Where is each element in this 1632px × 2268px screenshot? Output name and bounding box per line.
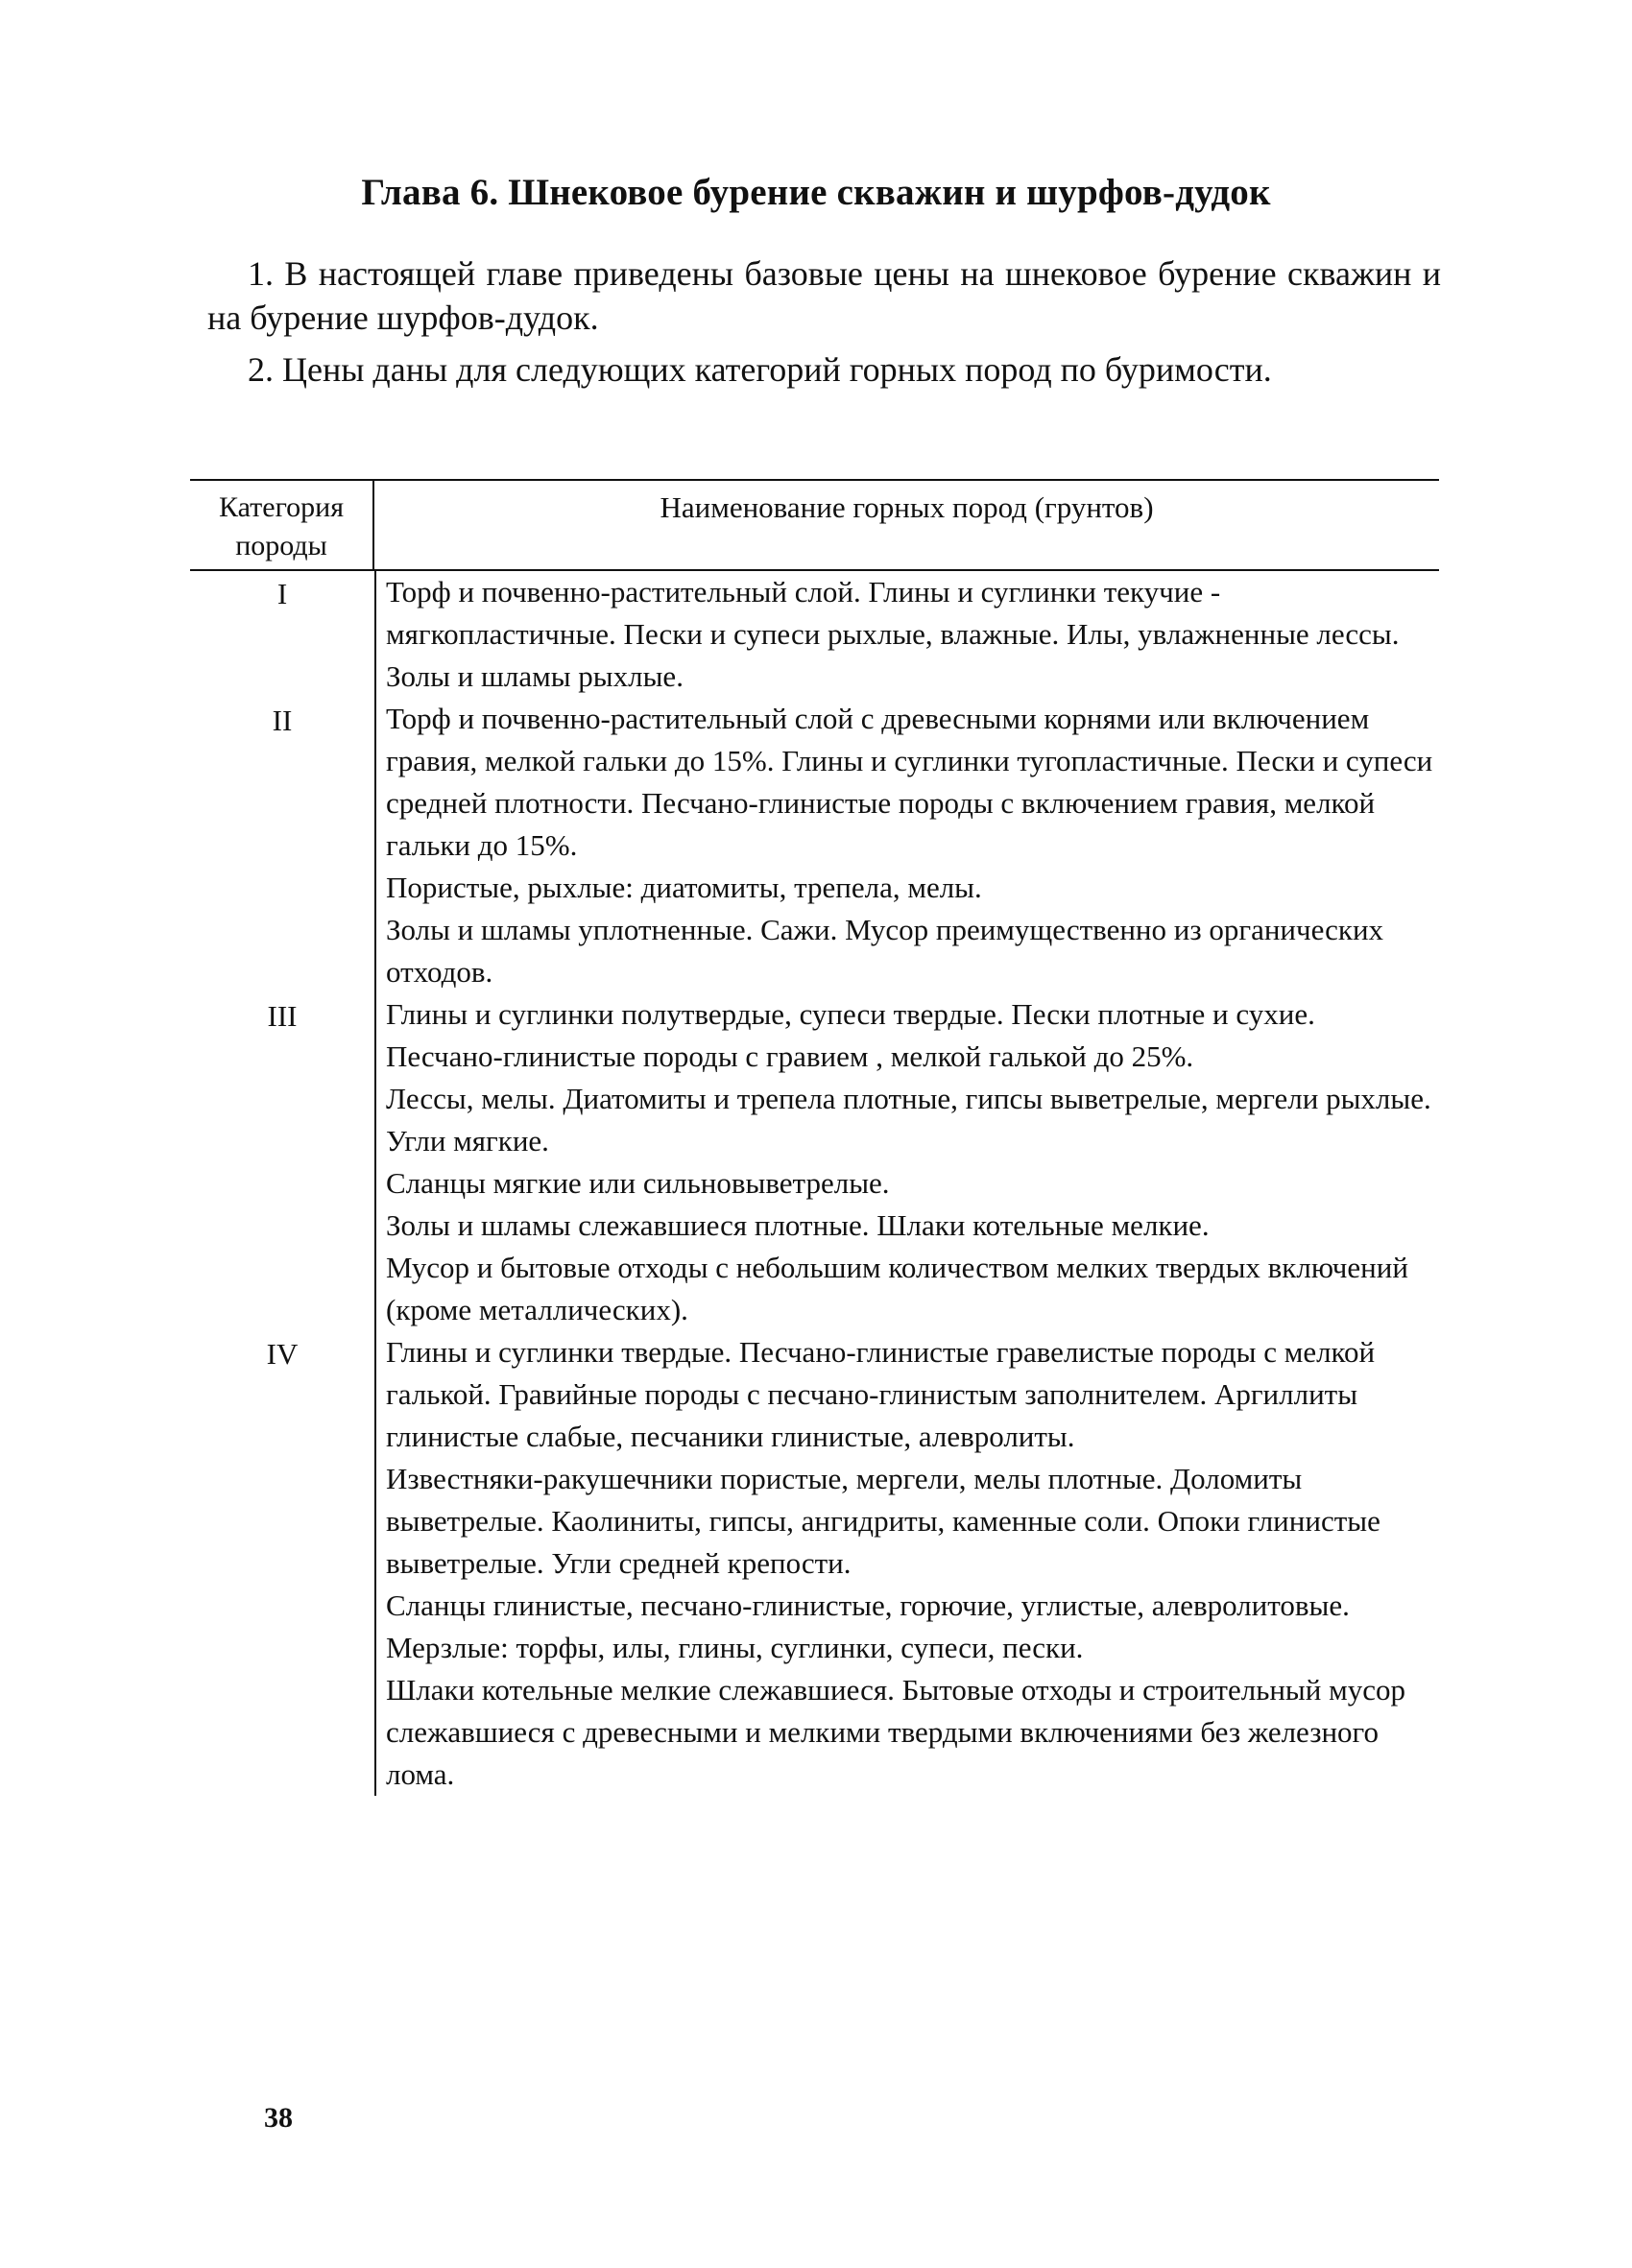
description-cell [374, 571, 1439, 698]
category-cell: IV [266, 1337, 299, 1371]
description-item: Торф и почвенно-растительный слой. Глины и суглинки текучие - мягкопластичные. Пески и супеси рыхлые, влажные. Илы, увлажненные лессы. [386, 575, 1400, 651]
description-item: Мусор и бытовые отходы с небольшим количеством мелких твердых включений (кроме металлических). [386, 1251, 1408, 1326]
intro-section [207, 251, 1441, 399]
category-cell: III [267, 999, 298, 1033]
intro-paragraph: 2. Цены даны для следующих категорий горных пород по буримости. [248, 350, 1272, 389]
description-item: Известняки-ракушечники пористые, мергели, мелы плотные. Доломиты выветрелые. Каолиниты, гипсы, ангидриты, каменные соли. Опоки глинистые выветрелые. Угли средней крепости. [386, 1462, 1380, 1580]
description-item: Сланцы глинистые, песчано-глинистые, горючие, углистые, алевролитовые. [386, 1588, 1350, 1622]
description-item: Золы и шламы уплотненные. Сажи. Мусор преимущественно из органических отходов. [386, 913, 1384, 989]
description-item: Торф и почвенно-растительный слой с древесными корнями или включением гравия, мелкой гальки до 15%. Глины и суглинки тугопластичные. Пески и супеси средней плотности. Песчано-глинистые породы с включением гравия, мелкой гальки до 15%. [386, 702, 1433, 862]
description-item: Глины и суглинки полутвердые, супеси твердые. Пески плотные и сухие. Песчано-глинистые породы с гравием , мелкой галькой до 25%. [386, 997, 1315, 1073]
table-row [190, 993, 1439, 1331]
rock-category-table [190, 479, 1439, 1796]
description-cell [374, 1331, 1439, 1796]
category-cell: II [272, 704, 293, 737]
description-item: Шлаки котельные мелкие слежавшиеся. Бытовые отходы и строительный мусор слежавшиеся с древесными и мелкими твердыми включениями без железного лома. [386, 1673, 1405, 1791]
description-item: Лессы, мелы. Диатомиты и трепела плотные, гипсы выветрелые, мергели рыхлые. Угли мягкие. [386, 1082, 1431, 1158]
header-name: Наименование горных пород (грунтов) [660, 490, 1154, 524]
table-header [190, 481, 1439, 571]
description-item: Золы и шламы слежавшиеся плотные. Шлаки котельные мелкие. [386, 1208, 1210, 1242]
category-cell: I [276, 577, 288, 610]
header-category: Категория породы [190, 481, 374, 569]
description-item: Глины и суглинки твердые. Песчано-глинистые гравелистые породы с мелкой галькой. Гравийные породы с песчано-глинистым заполнителем. Аргиллиты глинистые слабые, песчаники глинистые, алевролиты. [386, 1335, 1376, 1453]
table-row [190, 1331, 1439, 1796]
page-title: Глава 6. Шнековое бурение скважин и шурфов-дудок [361, 172, 1271, 213]
description-item: Мерзлые: торфы, илы, глины, суглинки, супеси, пески. [386, 1631, 1084, 1664]
description-item: Сланцы мягкие или сильновыветрелые. [386, 1166, 890, 1200]
description-item: Пористые, рыхлые: диатомиты, трепела, мелы. [386, 871, 982, 904]
description-cell [374, 698, 1439, 993]
description-item: Золы и шламы рыхлые. [386, 659, 684, 693]
table-body [190, 571, 1439, 1796]
page-number: 38 [264, 2102, 293, 2134]
table-row [190, 571, 1439, 698]
intro-paragraph: 1. В настоящей главе приведены базовые цены на шнековое бурение скважин и на бурение шурфов-дудок. [207, 254, 1441, 337]
description-cell [374, 993, 1439, 1331]
table-row [190, 698, 1439, 993]
